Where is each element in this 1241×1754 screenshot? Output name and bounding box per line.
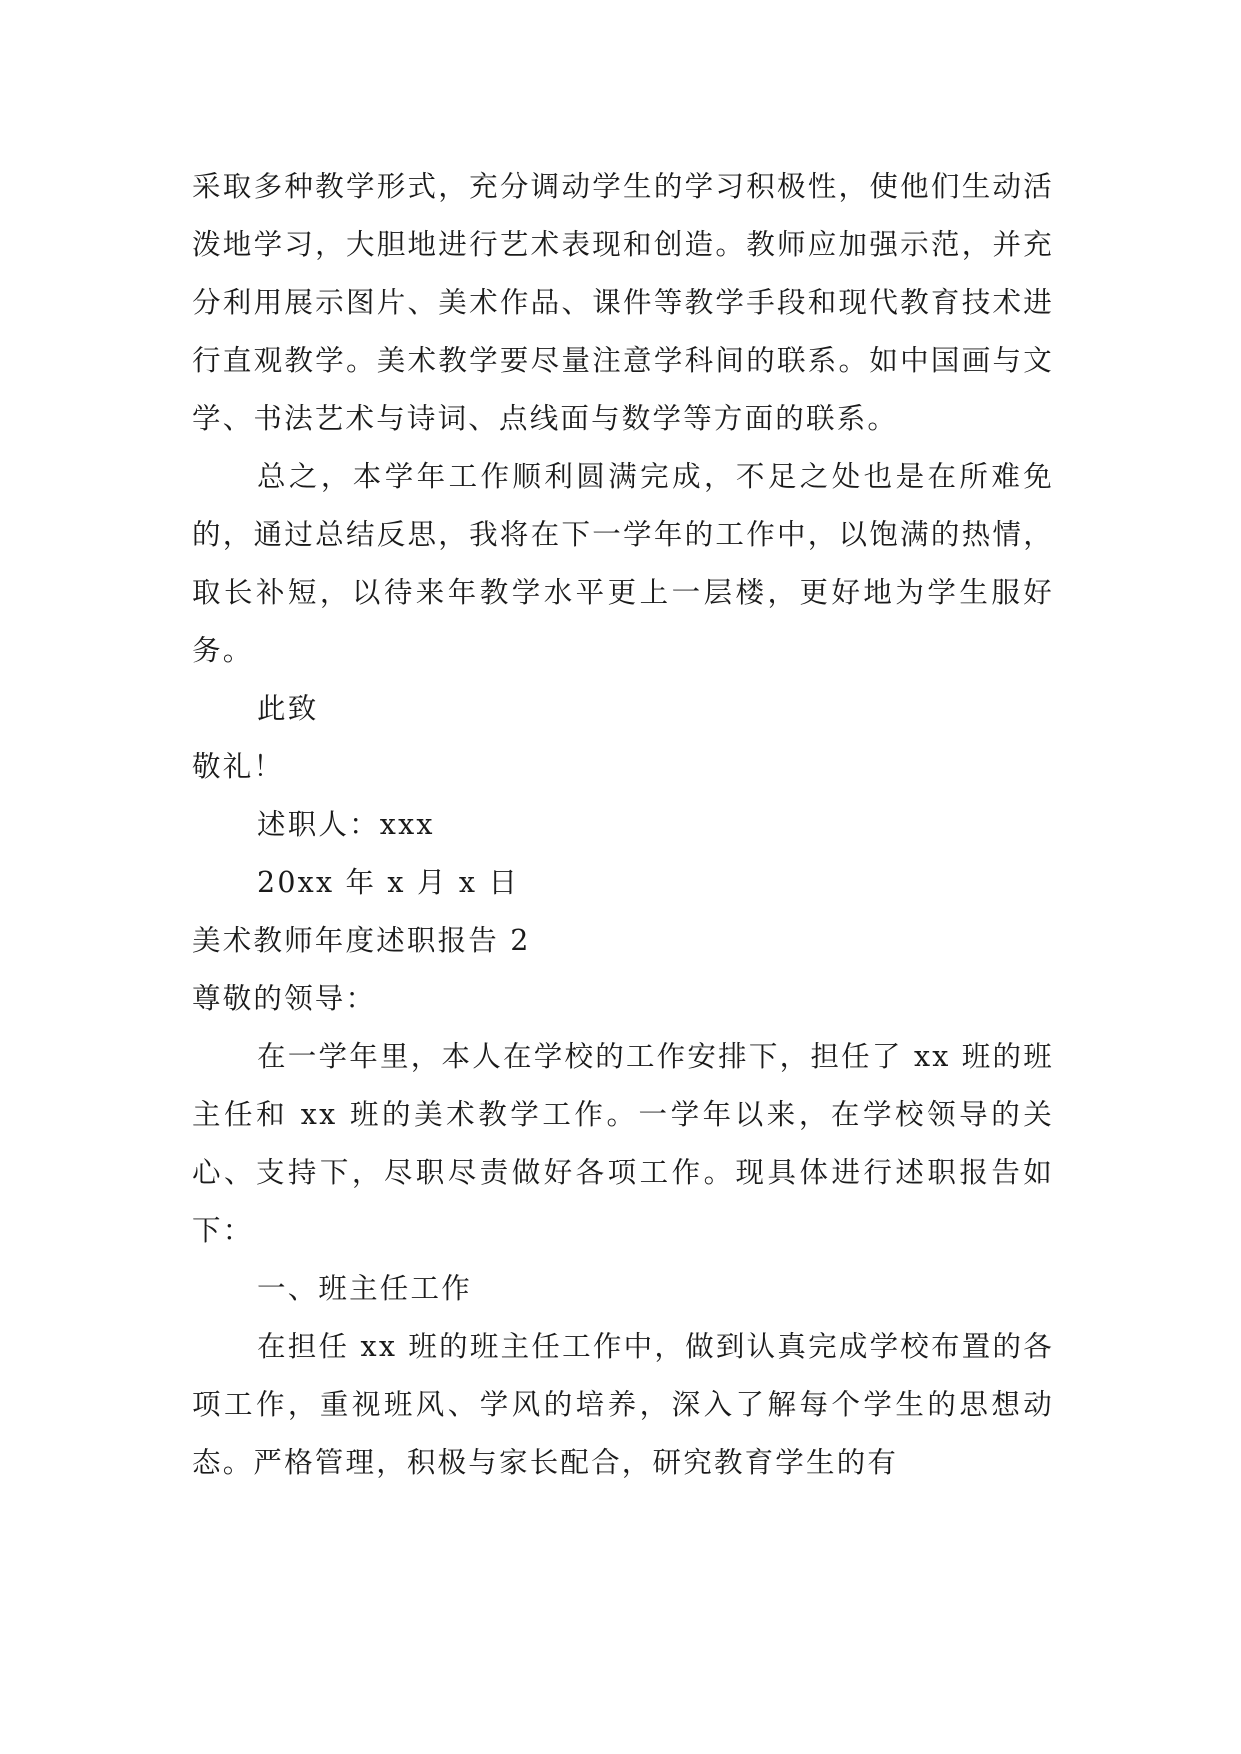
- closing-respect: 敬礼！: [192, 750, 285, 783]
- paragraph-class-teacher-work: 在担任 xx 班的班主任工作中，做到认真完成学校布置的各项工作，重视班风、学风的培养，深入了解每个学生的思想动态。严格管理，积极与家长配合，研究教育学生的有: [192, 1330, 1054, 1479]
- paragraph-teaching-methods: 采取多种教学形式，充分调动学生的学习积极性，使他们生动活泼地学习，大胆地进行艺术表现和创造。教师应加强示范，并充分利用展示图片、美术作品、课件等教学手段和现代教育技术进行直观教学。美术教学要尽量注意学科间的联系。如中国画与文学、书法艺术与诗词、点线面与数学等方面的联系。: [192, 170, 1054, 435]
- subheading-class-teacher: 一、班主任工作: [257, 1272, 472, 1305]
- closing-salutation: 此致: [257, 692, 319, 725]
- document-body: [192, 158, 1054, 1492]
- paragraph-summary: 总之，本学年工作顺利圆满完成，不足之处也是在所难免的，通过总结反思，我将在下一学年的工作中，以饱满的热情，取长补短，以待来年教学水平更上一层楼，更好地为学生服好务。: [192, 460, 1054, 667]
- paragraph-intro: 在一学年里，本人在学校的工作安排下，担任了 xx 班的班主任和 xx 班的美术教学工作。一学年以来，在学校领导的关心、支持下，尽职尽责做好各项工作。现具体进行述职报告如下：: [192, 1040, 1054, 1247]
- section-title: 美术教师年度述职报告 2: [192, 924, 531, 957]
- report-date: 20xx 年 x 月 x 日: [257, 866, 520, 899]
- greeting: 尊敬的领导：: [192, 982, 377, 1015]
- reporter-signature: 述职人：xxx: [257, 808, 435, 841]
